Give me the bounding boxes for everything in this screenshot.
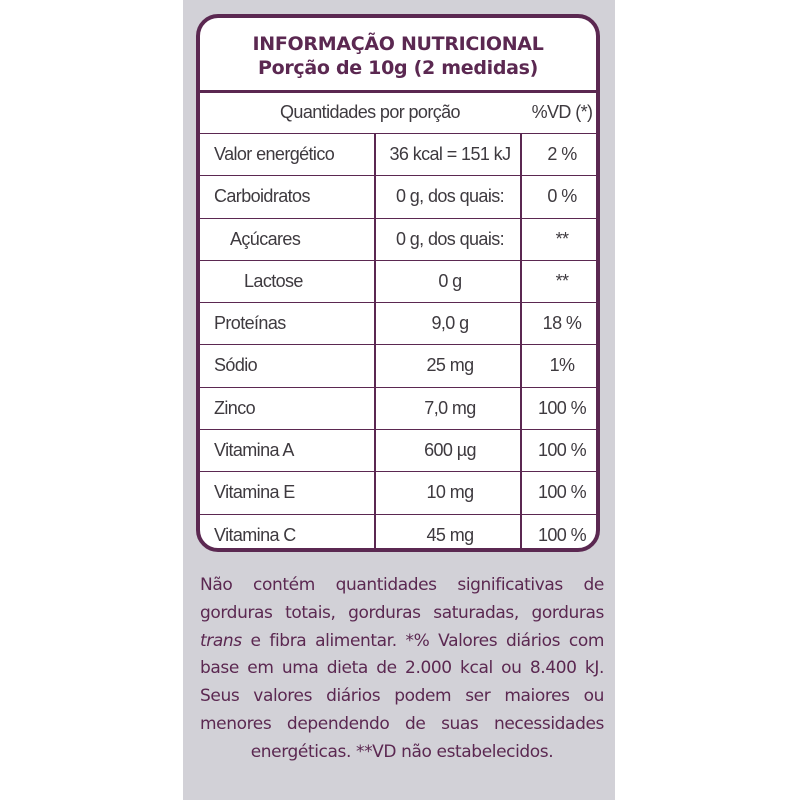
nutrient-vd: 2 % — [547, 144, 577, 164]
nutrient-amount: 0 g, dos quais: — [395, 228, 505, 249]
nutrient-vd: 0 % — [547, 186, 577, 207]
table-row — [200, 219, 596, 261]
nutrient-name: Vitamina E — [214, 482, 295, 503]
table-row — [200, 430, 596, 472]
nutrient-amount: 600 µg — [424, 440, 476, 461]
nutrient-vd: 100 % — [537, 397, 587, 418]
nutrient-name: Lactose — [244, 270, 303, 291]
nutrient-name: Vitamina A — [214, 440, 294, 461]
title-line-1: INFORMAÇÃO NUTRICIONAL — [252, 33, 544, 55]
serving-size: Porção de 10g (2 medidas) — [257, 57, 539, 79]
nutrient-vd: 1% — [549, 355, 575, 376]
nutrient-vd: 100 % — [537, 524, 587, 545]
nutrient-rows — [200, 134, 596, 552]
column-header-row — [200, 93, 596, 134]
nutrient-name: Valor energético — [214, 144, 335, 164]
nutrient-name: Vitamina C — [214, 524, 296, 545]
table-title — [200, 32, 596, 80]
table-row — [200, 176, 596, 218]
table-row — [200, 345, 596, 387]
column-header-vd: %VD (*) — [531, 102, 593, 122]
nutrient-amount: 0 g, dos quais: — [395, 186, 505, 207]
nutrient-amount: 45 mg — [426, 524, 474, 545]
nutrient-name: Carboidratos — [214, 186, 310, 207]
column-header-quantity: Quantidades por porção — [280, 102, 460, 122]
nutrient-name: Proteínas — [214, 313, 286, 334]
nutrient-amount: 9,0 g — [431, 313, 469, 334]
table-row — [200, 303, 596, 345]
footnote — [200, 572, 604, 767]
nutrient-vd: 100 % — [537, 482, 587, 503]
nutrient-name: Açúcares — [230, 228, 301, 249]
footnote-italic-trans: trans — [200, 630, 242, 651]
column-divider-2 — [520, 134, 522, 548]
nutrient-amount: 7,0 mg — [424, 397, 476, 418]
nutrient-vd: 18 % — [542, 313, 582, 334]
nutrient-amount: 10 mg — [426, 482, 474, 503]
footnote-text-2: e fibra alimentar. *% Valores diários com base em uma dieta de 2.000 kcal ou 8.400 kJ. Seus valores diários podem ser maiores ou menores dependendo de suas necessidades energéticas. **VD não estabelecidos. — [200, 630, 604, 762]
nutrient-amount: 36 kcal = 151 kJ — [389, 144, 511, 164]
footnote-text-1: Não contém quantidades significativas de gorduras totais, gorduras saturadas, gorduras — [200, 575, 604, 623]
nutrient-amount: 25 mg — [426, 355, 474, 376]
nutrient-name: Zinco — [214, 397, 256, 418]
table-row — [200, 472, 596, 514]
table-row — [200, 388, 596, 430]
nutrition-facts-table — [196, 14, 600, 552]
nutrient-name: Sódio — [214, 355, 258, 376]
table-row — [200, 134, 596, 176]
nutrient-vd: ** — [555, 270, 569, 291]
nutrient-amount: 0 g — [438, 270, 462, 291]
table-row — [200, 261, 596, 303]
nutrient-vd: 100 % — [537, 440, 587, 461]
nutrient-vd: ** — [555, 228, 569, 249]
column-divider-1 — [374, 134, 376, 548]
table-row — [200, 515, 596, 552]
